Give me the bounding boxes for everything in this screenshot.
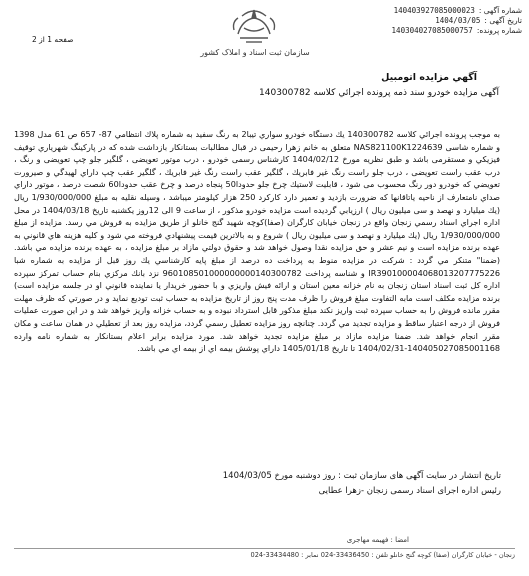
ad-date-row (356, 16, 522, 26)
ad-meta (356, 6, 522, 36)
judiciary-emblem-icon (222, 4, 286, 52)
case-number-label: شماره پرونده: (476, 26, 522, 35)
case-number-row (356, 26, 522, 36)
publish-date-line: تاریخ انتشار در سایت آگهی های سازمان ثبت : روز دوشنبه مورخ 1404/03/05 (222, 471, 501, 481)
ad-number-value: 140403927085000023 (393, 6, 475, 15)
case-number-value: 140304027085000757 (391, 26, 473, 35)
ad-number-row (356, 6, 522, 16)
signer-note: امضا : فهیمه مهاجری (346, 536, 409, 544)
page-number: صفحه 1 از 2 (32, 35, 74, 44)
signature-line: رئیس اداره اجرای اسناد رسمی زنجان -زهرا عطایی (318, 486, 501, 496)
ad-date-value: 1404/03/05 (435, 16, 481, 25)
org-name: سازمان ثبت اسناد و املاک کشور (200, 48, 310, 57)
ad-subtitle: آگهی مزایده خودرو سند ذمه پرونده اجرائي کلاسه 140300782 (259, 88, 499, 98)
ad-number-label: شماره آگهی : (478, 6, 522, 15)
ad-title: آگهي مزايده اتومبيل (381, 72, 477, 83)
ad-date-label: تاریخ آگهی : (484, 16, 522, 25)
address-bar: زنجان - خیابان کارگران (صفا) کوچه گنج خانلو تلفن : 33436450-024 نمابر : 33434480-024 (14, 548, 515, 563)
ad-body: به موجب پرونده اجرائي كلاسه 140300782 يك دستگاه خودرو سواري تيبا2 به رنگ سفید به شماره پلاك انتظامي 87- 657 ص 61 مدل 1398 و شماره شاسی NAS821100K1224639 متعلق به خانم زهرا رحیمی در قبال مطالبات بستانكار بازداشت شده كه در پاركينگ شهرياري توقيف فيزيكي و مستقرمی باشد و طبق نظريه مورخ 1404/02/12 كارشناس رسمی خودرو ، درب موتور تعويضی ، گلگير جلو چپ تعويضی و رنگ ، درب عقب راست تعويضی ، درب جلو راست رنگ غیر فابريك ، گلگير عقب راست رنگ غير فابريك ، گلگير عقب چپ داراي لهيدگي و صيرورت تعويضي كه خودرو دور رنگ محسوب می شود ، قابليت لاستيك چرخ جلو حدودا50 پنجاه درصد و چرخ عقب حدودا60 شصت درصد ، موتور داراي صداي نامتعارف از ناحيه ياتاقانها كه ضرورت بازديد و تعمير دارد كاركرد 250 هزار كيلومتر ميباشد ، وسيله نقليه به مبلغ 1/930/000/000 ريال (يك ميليارد و نهصد و سی ميليون ريال ) ارزيابي گرديده است مزايده خودرو مذكور ، از ساعت 9 الی 12روز يكشنبه تاريخ 1404/03/18 در محل اداره اجراي اسناد رسمي زنجان واقع در زنجان خيابان كارگران (صفا)كوچه شهيد گنج خانلو از طريق مزايده به فروش مي رسد. مزايده از مبلغ 1/930/000/000 ريال (يك ميليارد و نهصد و سی ميليون ريال ) شروع و به بالاترين قيمت پيشنهادي فروخته مي شود و كليه هزينه هاي قانوني به عهده برنده مزايده است و نيم عشر و حق مزايده نقدا وصول خواهد شد و حقوق دولتي مازاد بر مبلغ مزايده ، به عهده برنده مزايده مي باشد. (ضمنا" متنكر مي گردد : شركت در مزايده منوط به پرداخت ده درصد از مبلغ پايه كارشناسي يك روز قبل از مزايده به شماره شبا IR390100004068013207775226 و شناسه پرداخت 960108501000000000140300782 نزد بانك مركزي بنام حساب تمركز سپرده اداره كل ثبت اسناد استان زنجان به نام خزانه معين استان و ارائه فيش واريزي و با حضور خريدار يا نماينده قانوني او در جلسه مزايده است) برنده مزايده مكلف است مابه التفاوت مبلغ فروش را ظرف مدت پنج روز از تاريخ مزايده به حساب ثبت تودیع نمايد و در صورتي كه ظرف مهلت مقرر مانده فروش را به حساب سپرده ثبت واريز نكند مبلغ مذكور قابل استرداد نبوده و به حساب خزانه واريز خواهد شد و در اين صورت عمليات فروش از درجه اعتبار ساقط و مزايده تجديد مي گردد. چنانچه روز مزايده تعطيل رسمي گردد، مزايده روز بعد از تعطيلي در همان ساعت و مكان مقرر انجام خواهد شد. ضمنا مزايده مازاد بر مبلغ مزايده تجديد خواهد شد. مورد مزايده برابر اعلام بستانكار به شماره نامه وارده 140405027085001168-1404/02/31 تا تاريخ 1405/01/18 داراي پوشش بيمه اي از بيمه اي مي باشد. (14, 129, 500, 354)
